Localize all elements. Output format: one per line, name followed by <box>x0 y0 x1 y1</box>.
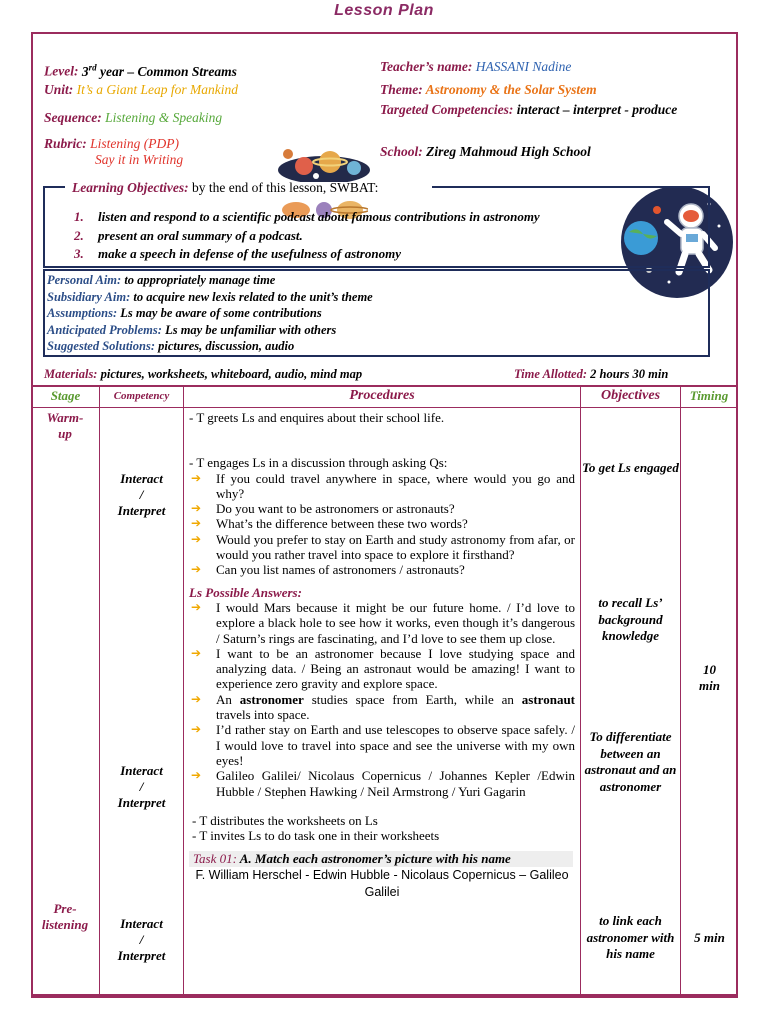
objectives-heading: Learning Objectives: by the end of this lesson, SWBAT: <box>72 180 379 195</box>
list-item: ➔ Galileo Galilei/ Nicolaus Copernicus / Johannes Kepler /Edwin Hubble / Stephen Hawking / Neil Armstrong / Yuri Gagarin <box>189 768 575 799</box>
competency-cell: Interact / Interpret <box>117 763 166 810</box>
procedure-invite: - T invites Ls to do task one in their worksheets <box>192 828 440 844</box>
list-item: 1. listen and respond to a scientific podcast about famous contributions in astronomy <box>74 209 540 224</box>
page-title: Lesson Plan <box>334 2 434 19</box>
time-allotted: Time Allotted: 2 hours 30 min <box>514 367 669 381</box>
aim-assumptions: Assumptions: Ls may be aware of some contributions <box>47 306 322 321</box>
competencies-line: Targeted Competencies: interact – interpret - produce <box>380 102 678 117</box>
planets-illustration-icon <box>270 136 376 182</box>
theme-line: Theme: Astronomy & the Solar System <box>380 82 597 97</box>
list-item: ➔ I’d rather stay on Earth and use telescopes to observe space safely. / I would love to travel into space and see the universe with my own eyes! <box>189 722 575 768</box>
objective-engaged: To get Ls engaged <box>582 460 679 475</box>
aims-box <box>43 269 710 357</box>
list-item: 3. make a speech in defense of the usefulness of astronomy <box>74 246 401 261</box>
procedures-cell <box>189 410 575 901</box>
procedure-engage: - T engages Ls in a discussion through asking Qs: <box>189 455 448 471</box>
header-objectives: Objectives <box>600 388 661 403</box>
list-item: 2. present an oral summary of a podcast. <box>74 227 303 243</box>
timing-prelistening: 5 min <box>694 930 725 945</box>
task-01: Task 01: A. Match each astronomer’s picture with his name <box>189 851 573 866</box>
rubric-line: Rubric: Listening (PDP) Say it in Writing <box>44 136 184 167</box>
aim-personal: Personal Aim: to appropriately manage time <box>47 273 276 287</box>
competency-cell: Interact / Interpret <box>117 471 166 518</box>
school-line: School: Zireg Mahmoud High School <box>380 144 591 159</box>
list-item: ➔ I would Mars because it might be our future home. / I’d love to explore a black hole to see how it works, even though it’s dangerous / Saturn’s rings are fascinating, and I’d love to see them up close. <box>189 600 575 646</box>
unit-line: Unit: It’s a Giant Leap for Mankind <box>44 82 239 97</box>
objective-recall: to recall Ls’ background knowledge <box>598 595 663 643</box>
stage-warmup: Warm- up <box>46 410 84 441</box>
list-item: ➔ Do you want to be astronomers or astronauts? <box>189 501 575 516</box>
list-item: ➔ I want to be an astronomer because I love studying space and analyzing data. / Being an astronaut would be amazing! I want to experience zero gravity and explore space. <box>189 646 575 692</box>
aim-solutions: Suggested Solutions: pictures, discussion, audio <box>47 339 295 354</box>
objective-differentiate: To differentiate between an astronaut and an astronomer <box>584 729 677 794</box>
list-item: ➔ If you could travel anywhere in space, where would you go and why? <box>189 471 575 502</box>
list-item: ➔ An astronomer studies space from Earth, while an astronaut travels into space. <box>189 692 575 723</box>
procedure-greet: - T greets Ls and enquires about their school life. <box>189 410 445 425</box>
header-competency: Competency <box>113 390 170 402</box>
header-timing: Timing <box>689 388 729 403</box>
procedure-distribute: - T distributes the worksheets on Ls <box>192 812 378 828</box>
aim-problems: Anticipated Problems: Ls may be unfamiliar with others <box>47 322 337 337</box>
header-stage: Stage <box>50 388 81 403</box>
astronomer-names: F. William Herschel - Edwin Hubble - Nicolaus Copernicus – Galileo Galilei <box>195 867 569 899</box>
list-item: ➔ Can you list names of astronomers / astronauts? <box>189 562 575 577</box>
level-line: Level: 3rd year – Common Streams <box>44 62 237 79</box>
objective-link: to link each astronomer with his name <box>586 913 675 961</box>
aim-subsidiary: Subsidiary Aim: to acquire new lexis related to the unit’s theme <box>47 289 373 304</box>
timing-warmup: 10 min <box>699 662 720 693</box>
sequence-line: Sequence: Listening & Speaking <box>44 110 223 125</box>
materials-line: Materials: pictures, worksheets, whiteboard, audio, mind map <box>44 367 363 381</box>
list-item: ➔ Would you prefer to stay on Earth and study astronomy from afar, or would you rather travel into space to explore it firsthand? <box>189 532 575 563</box>
stage-prelistening: Pre- listening <box>41 901 89 932</box>
objectives-list <box>74 208 540 264</box>
answers-heading: Ls Possible Answers: <box>189 584 302 600</box>
competency-cell: Interact / Interpret <box>117 916 166 963</box>
list-item: ➔ What’s the difference between these two words? <box>189 516 575 531</box>
teacher-line: Teacher’s name: HASSANI Nadine <box>380 59 572 74</box>
header-procedures: Procedures <box>349 388 415 403</box>
